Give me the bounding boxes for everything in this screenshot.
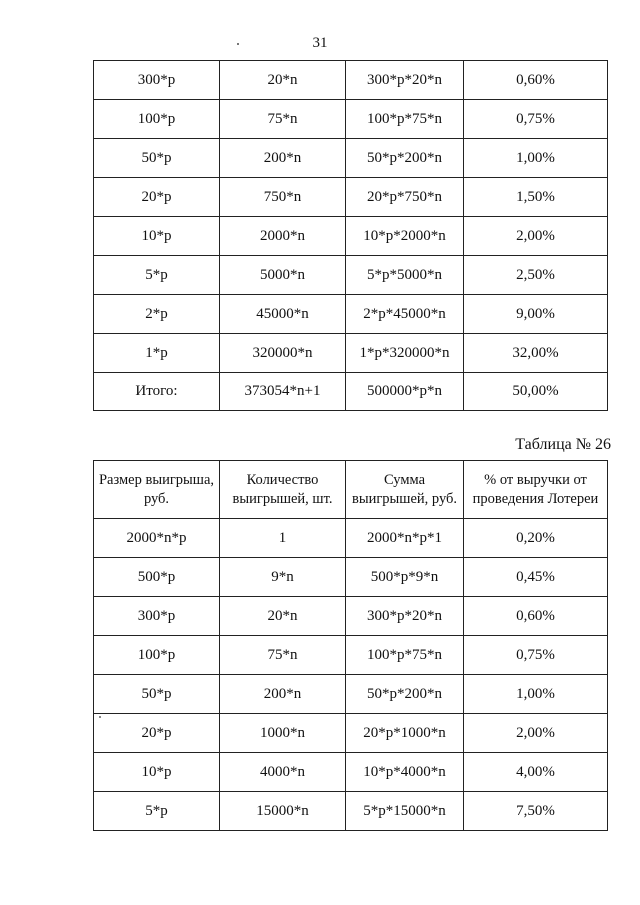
table-cell: 5000*n	[220, 256, 346, 295]
table-cell: 100*р*75*n	[346, 100, 464, 139]
table-cell: 10*р	[94, 217, 220, 256]
table-cell: 2,00%	[464, 217, 608, 256]
table-cell: 200*n	[220, 139, 346, 178]
page-number: 31	[312, 35, 328, 51]
table-cell: 7,50%	[464, 792, 608, 831]
table-cell: 10*р*2000*n	[346, 217, 464, 256]
table-row	[94, 139, 608, 178]
table-cell: 0,20%	[464, 519, 608, 558]
table-cell: 75*n	[220, 100, 346, 139]
header-row	[94, 461, 608, 519]
table-cell: 2,50%	[464, 256, 608, 295]
scan-speck	[237, 43, 239, 45]
table-cell: 50*р	[94, 675, 220, 714]
table-cell: 0,60%	[464, 61, 608, 100]
total-row	[94, 373, 608, 411]
table-cell: 1,00%	[464, 139, 608, 178]
table-row	[94, 256, 608, 295]
table-cell: 300*р*20*n	[346, 597, 464, 636]
table-cell: Итого:	[94, 373, 220, 411]
table-cell: 20*р	[94, 178, 220, 217]
table-cell: 2000*n*р*1	[346, 519, 464, 558]
table-row	[94, 753, 608, 792]
table-cell: 1	[220, 519, 346, 558]
table-cell: Сумма выигрышей, руб.	[346, 461, 464, 519]
table-cell: 750*n	[220, 178, 346, 217]
table-cell: 50*р	[94, 139, 220, 178]
table-cell: 1*р*320000*n	[346, 334, 464, 373]
table-cell: 500000*р*n	[346, 373, 464, 411]
table-row	[94, 217, 608, 256]
table-cell: 0,75%	[464, 100, 608, 139]
table-cell: Размер выигрыша, руб.	[94, 461, 220, 519]
table-row	[94, 295, 608, 334]
table-row	[94, 519, 608, 558]
table-cell: 100*р*75*n	[346, 636, 464, 675]
table-cell: 100*р	[94, 100, 220, 139]
table-row	[94, 636, 608, 675]
table-cell: Количество выигрышей, шт.	[220, 461, 346, 519]
table-cell: 100*р	[94, 636, 220, 675]
table-caption: Таблица № 26	[515, 436, 611, 453]
table-cell: 2000*n	[220, 217, 346, 256]
table-cell: 9*n	[220, 558, 346, 597]
table-row	[94, 558, 608, 597]
prize-table-continued	[93, 60, 608, 411]
table-cell: 2000*n*р	[94, 519, 220, 558]
table-row	[94, 178, 608, 217]
table-cell: 500*р*9*n	[346, 558, 464, 597]
table-cell: 32,00%	[464, 334, 608, 373]
table-cell: 15000*n	[220, 792, 346, 831]
table-cell: 5*р*15000*n	[346, 792, 464, 831]
table-cell: 2,00%	[464, 714, 608, 753]
table-row	[94, 675, 608, 714]
table-cell: 1,00%	[464, 675, 608, 714]
table-row	[94, 61, 608, 100]
table-cell: 200*n	[220, 675, 346, 714]
table-cell: 5*р	[94, 792, 220, 831]
table-cell: 20*n	[220, 61, 346, 100]
table-row	[94, 100, 608, 139]
prize-table-26	[93, 460, 608, 831]
table-cell: 500*р	[94, 558, 220, 597]
table-cell: 300*р*20*n	[346, 61, 464, 100]
table-cell: 2*р	[94, 295, 220, 334]
table-cell: 373054*n+1	[220, 373, 346, 411]
table-cell: 45000*n	[220, 295, 346, 334]
table-cell: 4000*n	[220, 753, 346, 792]
table-cell: 50,00%	[464, 373, 608, 411]
table-cell: 5*р	[94, 256, 220, 295]
table-cell: 75*n	[220, 636, 346, 675]
table-cell: 5*р*5000*n	[346, 256, 464, 295]
table-cell: 2*р*45000*n	[346, 295, 464, 334]
table-row	[94, 597, 608, 636]
table-cell: 20*n	[220, 597, 346, 636]
table-row	[94, 792, 608, 831]
table-cell: 300*р	[94, 61, 220, 100]
table-cell: % от выручки от проведения Лотереи	[464, 461, 608, 519]
table-cell: 20*р*750*n	[346, 178, 464, 217]
table-cell: 20*р	[94, 714, 220, 753]
table-cell: 50*р*200*n	[346, 675, 464, 714]
table-row	[94, 714, 608, 753]
table-cell: 4,00%	[464, 753, 608, 792]
table-cell: 20*р*1000*n	[346, 714, 464, 753]
table-cell: 1,50%	[464, 178, 608, 217]
table-cell: 0,60%	[464, 597, 608, 636]
table-row	[94, 334, 608, 373]
table-cell: 300*р	[94, 597, 220, 636]
table-cell: 320000*n	[220, 334, 346, 373]
table-cell: 10*р*4000*n	[346, 753, 464, 792]
table-cell: 9,00%	[464, 295, 608, 334]
table-cell: 10*р	[94, 753, 220, 792]
table-cell: 0,75%	[464, 636, 608, 675]
table-cell: 0,45%	[464, 558, 608, 597]
table-cell: 50*р*200*n	[346, 139, 464, 178]
table-cell: 1*р	[94, 334, 220, 373]
table-cell: 1000*n	[220, 714, 346, 753]
